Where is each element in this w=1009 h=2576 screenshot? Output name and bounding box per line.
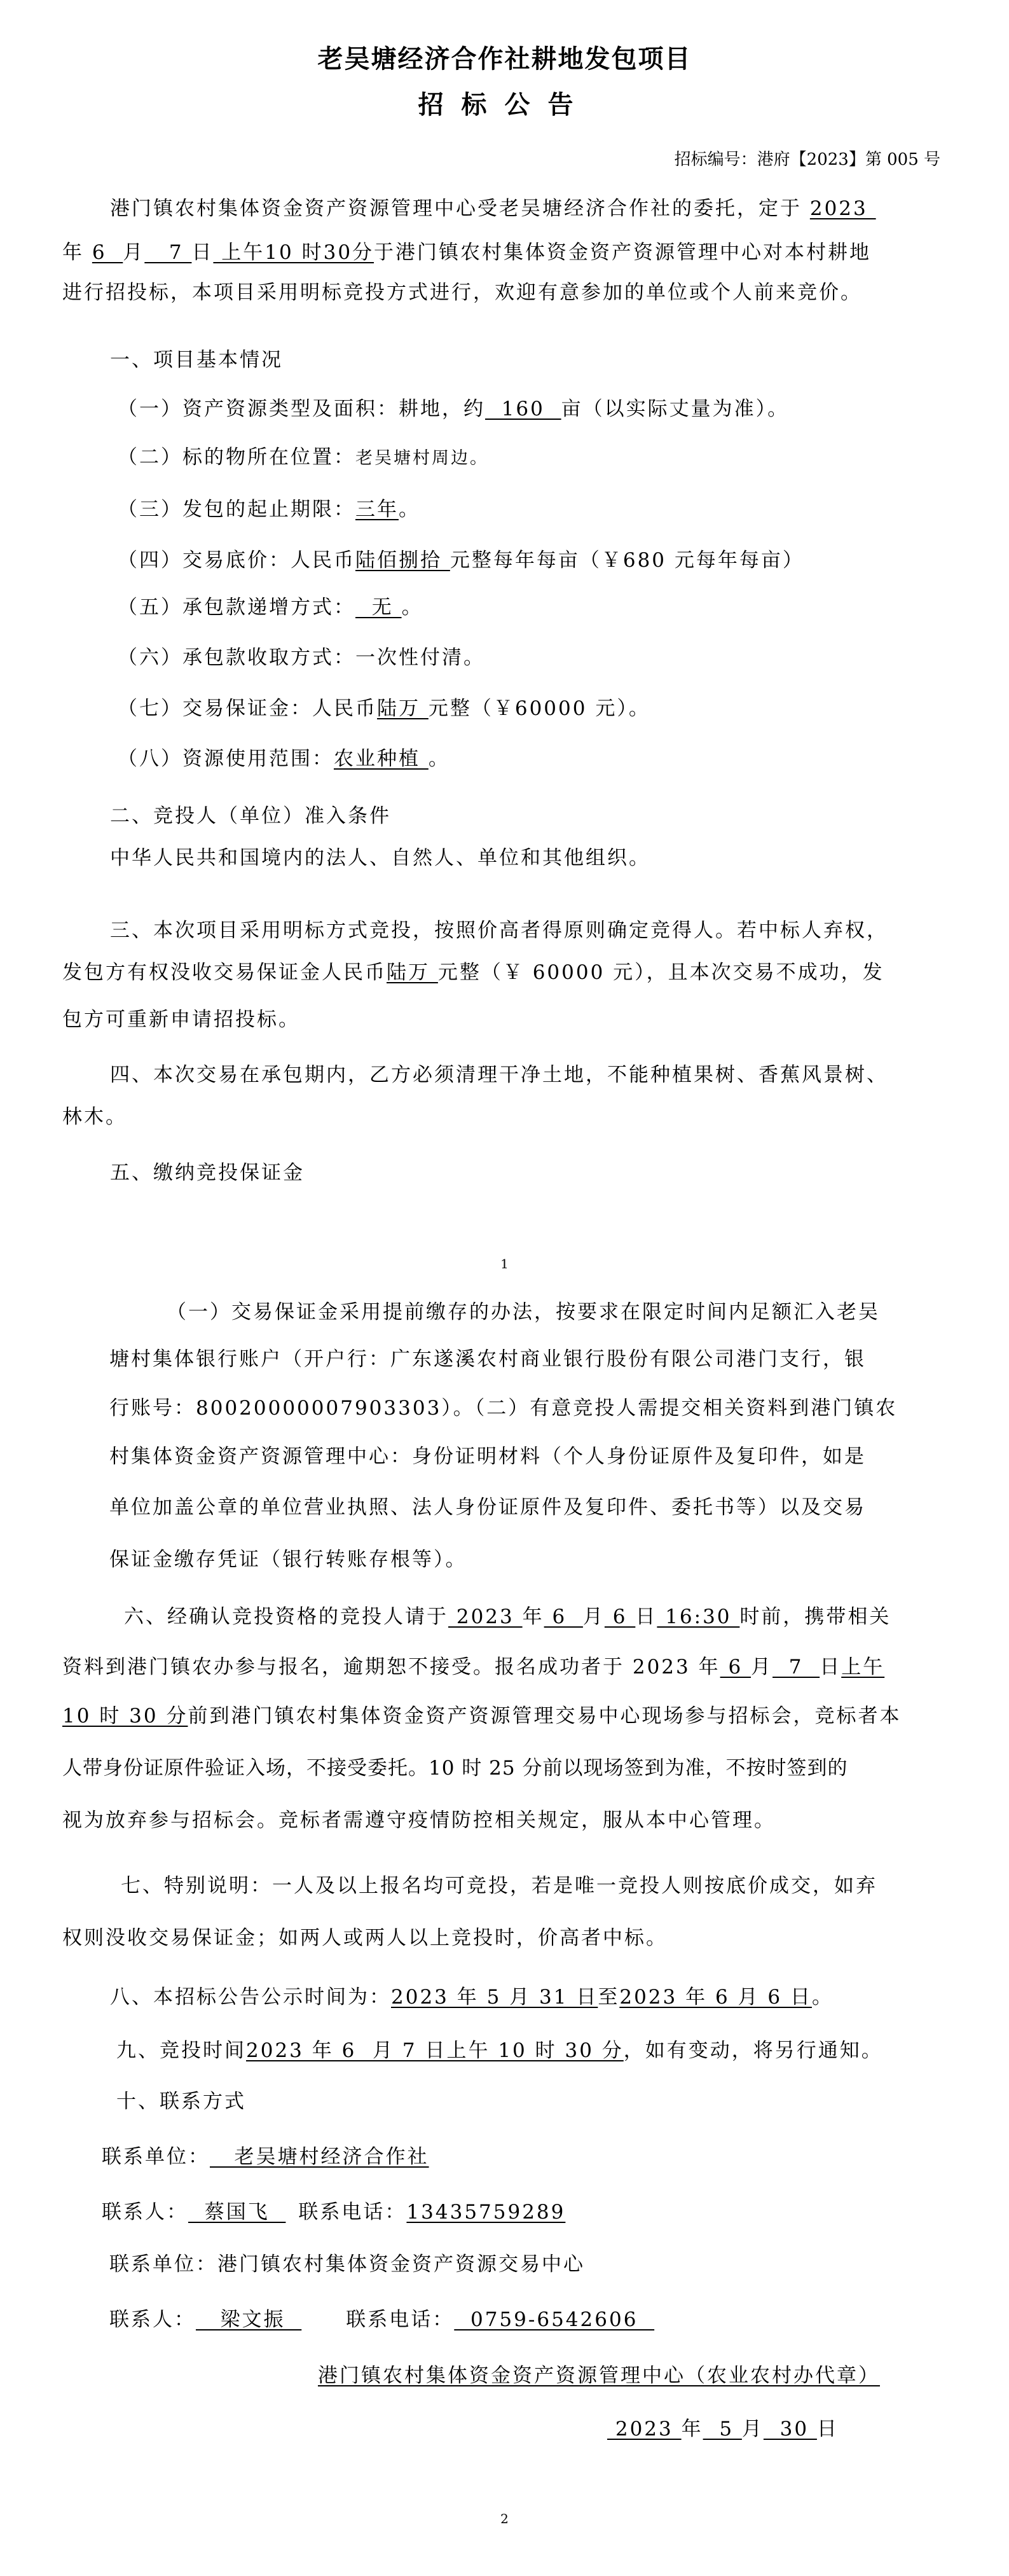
deposit-amount: 陆万	[387, 961, 438, 984]
registration-time: 16:30	[657, 1605, 740, 1628]
registration-day: 6	[604, 1605, 636, 1628]
section-heading-10: 十、联系方式	[116, 2090, 246, 2113]
section-text: 资料到港门镇农办参与报名，逾期恕不接受。报名成功者于 2023 年	[62, 1656, 720, 1679]
date-year: 2023	[607, 2418, 682, 2441]
section-text: 九、竞投时间	[116, 2039, 246, 2062]
section-heading-2: 二、竞投人（单位）准入条件	[110, 805, 391, 828]
section-text: 六、经确认竞投资格的竞投人请于	[124, 1605, 448, 1628]
section-3-line-3: 包方可重新申请招投标。	[62, 1008, 300, 1031]
intro-line-3: 进行招投标，本项目采用明标竞投方式进行，欢迎有意参加的单位或个人前来竞价。	[62, 281, 862, 304]
tender-number: 招标编号：港府【2023】第 005 号	[674, 150, 940, 169]
contact-phone-value: 13435759289	[406, 2201, 566, 2224]
document-title: 老吴塘经济合作社耕地发包项目	[317, 44, 692, 74]
item-label: （二）标的物所在位置：	[118, 446, 355, 469]
section-6-line-1	[124, 1604, 891, 1630]
item-increment	[118, 595, 423, 620]
signature-date	[607, 2416, 839, 2442]
bid-year: 2023	[809, 197, 876, 220]
section-heading-5: 五、缴纳竞投保证金	[110, 1161, 305, 1184]
section-4-line-2: 林木。	[62, 1105, 127, 1128]
bidding-time: 2023 年 6 月 7 日上午 10 时 30 分	[246, 2039, 624, 2062]
item-value: 三年	[355, 498, 399, 521]
publicity-end-date: 2023 年 6 月 6 日	[619, 1986, 812, 2009]
section-text: 日	[635, 1605, 657, 1628]
intro-line-1	[110, 196, 876, 221]
item-term	[118, 497, 420, 522]
section-text: 时前，携带相关	[739, 1605, 891, 1628]
section-heading-1: 一、项目基本情况	[110, 349, 283, 371]
registration-month: 6	[544, 1605, 583, 1628]
section-6-line-2	[62, 1654, 884, 1680]
item-label: （三）发包的起止期限：	[118, 498, 355, 521]
document-subtitle: 招标公告	[418, 90, 591, 120]
item-label: （四）交易底价：人民币	[118, 549, 355, 572]
intro-line-2	[62, 240, 871, 265]
item-value: 无	[355, 596, 402, 619]
registration-year: 2023	[448, 1605, 523, 1628]
intro-text: 年	[62, 241, 92, 264]
item-value: 老吴塘村周边。	[355, 448, 489, 468]
item-suffix: 。	[428, 747, 450, 770]
section-7-line-2: 权则没收交易保证金；如两人或两人以上竞投时，价高者中标。	[62, 1927, 668, 1949]
item-suffix: 。	[399, 498, 420, 521]
item-label: （六）承包款收取方式：	[118, 646, 355, 669]
section-text: 月	[582, 1605, 605, 1628]
section-text: 元整（￥ 60000 元），且本次交易不成功，发	[437, 961, 884, 984]
item-payment	[118, 645, 485, 670]
item-value: 农业种植	[334, 747, 429, 770]
bid-day: 7	[144, 241, 192, 264]
item-suffix: 元整每年每亩（￥680 元每年每亩）	[450, 549, 804, 572]
date-month: 5	[703, 2418, 742, 2441]
contact-phone-value: 0759-6542606	[454, 2308, 655, 2331]
contact-label: 联系单位：	[102, 2145, 210, 2168]
section-text: 发包方有权没收交易保证金人民币	[62, 961, 387, 984]
date-label: 月	[741, 2418, 764, 2441]
item-value: 160	[485, 398, 561, 420]
section-5-line-1: （一）交易保证金采用提前缴存的办法，按要求在限定时间内足额汇入老吴	[167, 1301, 880, 1324]
section-8	[110, 1984, 834, 2010]
section-text: 年	[522, 1605, 544, 1628]
item-label: （一）资产资源类型及面积：耕地，约	[118, 398, 485, 420]
contact-1-person	[102, 2199, 565, 2225]
section-5-line-4: 村集体资金资产资源管理中心：身份证明材料（个人身份证原件及复印件，如是	[109, 1445, 866, 1468]
item-label: （七）交易保证金：人民币	[118, 697, 377, 720]
contact-1-unit	[102, 2144, 429, 2170]
contact-person-value: 蔡国飞	[188, 2201, 286, 2224]
page-number-2: 2	[500, 2511, 509, 2526]
section-text: 至	[598, 1986, 620, 2009]
section-5-line-3: 行账号：80020000007903303）。（二）有意竞投人需提交相关资料到港门镇农	[109, 1397, 898, 1420]
section-9	[116, 2038, 883, 2063]
meeting-time: 10 时 30 分	[62, 1705, 188, 1728]
item-usage	[118, 746, 450, 772]
section-text: 八、本招标公告公示时间为：	[110, 1986, 391, 2009]
intro-text: 港门镇农村集体资金资产资源管理中心受老吴塘经济合作社的委托，定于	[110, 197, 810, 220]
item-deposit	[118, 696, 650, 721]
publicity-start-date: 2023 年 5 月 31 日	[391, 1986, 598, 2009]
item-value: 陆万	[377, 697, 429, 720]
item-base-price	[118, 548, 804, 573]
section-6-line-3	[62, 1703, 901, 1729]
contact-2-person	[109, 2307, 654, 2332]
contact-unit-value: 老吴塘村经济合作社	[210, 2145, 429, 2168]
contact-person-value: 梁文振	[196, 2308, 302, 2331]
date-day: 30	[763, 2418, 817, 2441]
page-number-1: 1	[500, 1256, 509, 1271]
intro-text: 于港门镇农村集体资金资产资源管理中心对本村耕地	[374, 241, 872, 264]
section-6-line-5: 视为放弃参与招标会。竞标者需遵守疫情防控相关规定，服从本中心管理。	[62, 1809, 776, 1832]
date-label: 年	[681, 2418, 703, 2441]
item-label: （五）承包款递增方式：	[118, 596, 355, 619]
item-suffix: 元整（￥60000 元）。	[428, 697, 650, 720]
meeting-time: 上午	[841, 1656, 885, 1679]
section-5-line-6: 保证金缴存凭证（银行转账存根等）。	[109, 1548, 467, 1571]
meeting-month: 6	[720, 1656, 752, 1679]
contact-2-unit	[109, 2252, 585, 2277]
section-5-line-2: 塘村集体银行账户（开户行：广东遂溪农村商业银行股份有限公司港门支行，银	[109, 1348, 866, 1371]
item-value: 一次性付清。	[355, 646, 485, 669]
intro-text: 日	[191, 241, 214, 264]
bid-month: 6	[92, 241, 123, 264]
section-7-line-1: 七、特别说明：一人及以上报名均可竞投，若是唯一竞投人则按底价成交，如弃	[121, 1874, 877, 1897]
section-4-line-1: 四、本次交易在承包期内，乙方必须清理干净土地，不能种植果树、香蕉风景树、	[110, 1063, 888, 1086]
item-suffix: 亩（以实际丈量为准）。	[561, 398, 790, 420]
contact-label: 联系单位：	[109, 2253, 217, 2276]
item-label: （八）资源使用范围：	[118, 747, 334, 770]
contact-label: 联系人：	[102, 2201, 188, 2224]
signature-org	[318, 2363, 880, 2388]
bid-time: 上午10 时30分	[213, 241, 374, 264]
intro-text: 月	[123, 241, 145, 264]
item-suffix: 。	[401, 596, 423, 619]
contact-label: 联系人：	[109, 2308, 196, 2331]
contact-unit-value: 港门镇农村集体资金资产资源交易中心	[217, 2253, 585, 2276]
issuing-organization: 港门镇农村集体资金资产资源管理中心（农业农村办代章）	[318, 2364, 880, 2387]
section-text: 月	[751, 1656, 773, 1679]
section-3-line-2	[62, 960, 884, 985]
item-asset-type	[118, 396, 789, 422]
section-text: 日	[820, 1656, 842, 1679]
section-text: ，如有变动，将另行通知。	[623, 2039, 883, 2062]
section-2-body: 中华人民共和国境内的法人、自然人、单位和其他组织。	[110, 847, 650, 869]
section-3-line-1: 三、本次项目采用明标方式竞投，按照价高者得原则确定竞得人。若中标人弃权，	[110, 919, 888, 942]
section-text: 。	[811, 1986, 834, 2009]
item-location	[118, 445, 489, 471]
contact-label: 联系电话：	[346, 2308, 455, 2331]
date-label: 日	[816, 2418, 839, 2441]
section-6-line-4: 人带身份证原件验证入场，不接受委托。10 时 25 分前以现场签到为准，不按时签到的	[62, 1757, 848, 1780]
meeting-day: 7	[772, 1656, 820, 1679]
item-value: 陆佰捌拾	[355, 549, 450, 572]
section-text: 前到港门镇农村集体资金资产资源管理交易中心现场参与招标会，竞标者本	[188, 1705, 902, 1728]
section-5-line-5: 单位加盖公章的单位营业执照、法人身份证原件及复印件、委托书等）以及交易	[109, 1496, 866, 1519]
contact-label: 联系电话：	[298, 2201, 407, 2224]
